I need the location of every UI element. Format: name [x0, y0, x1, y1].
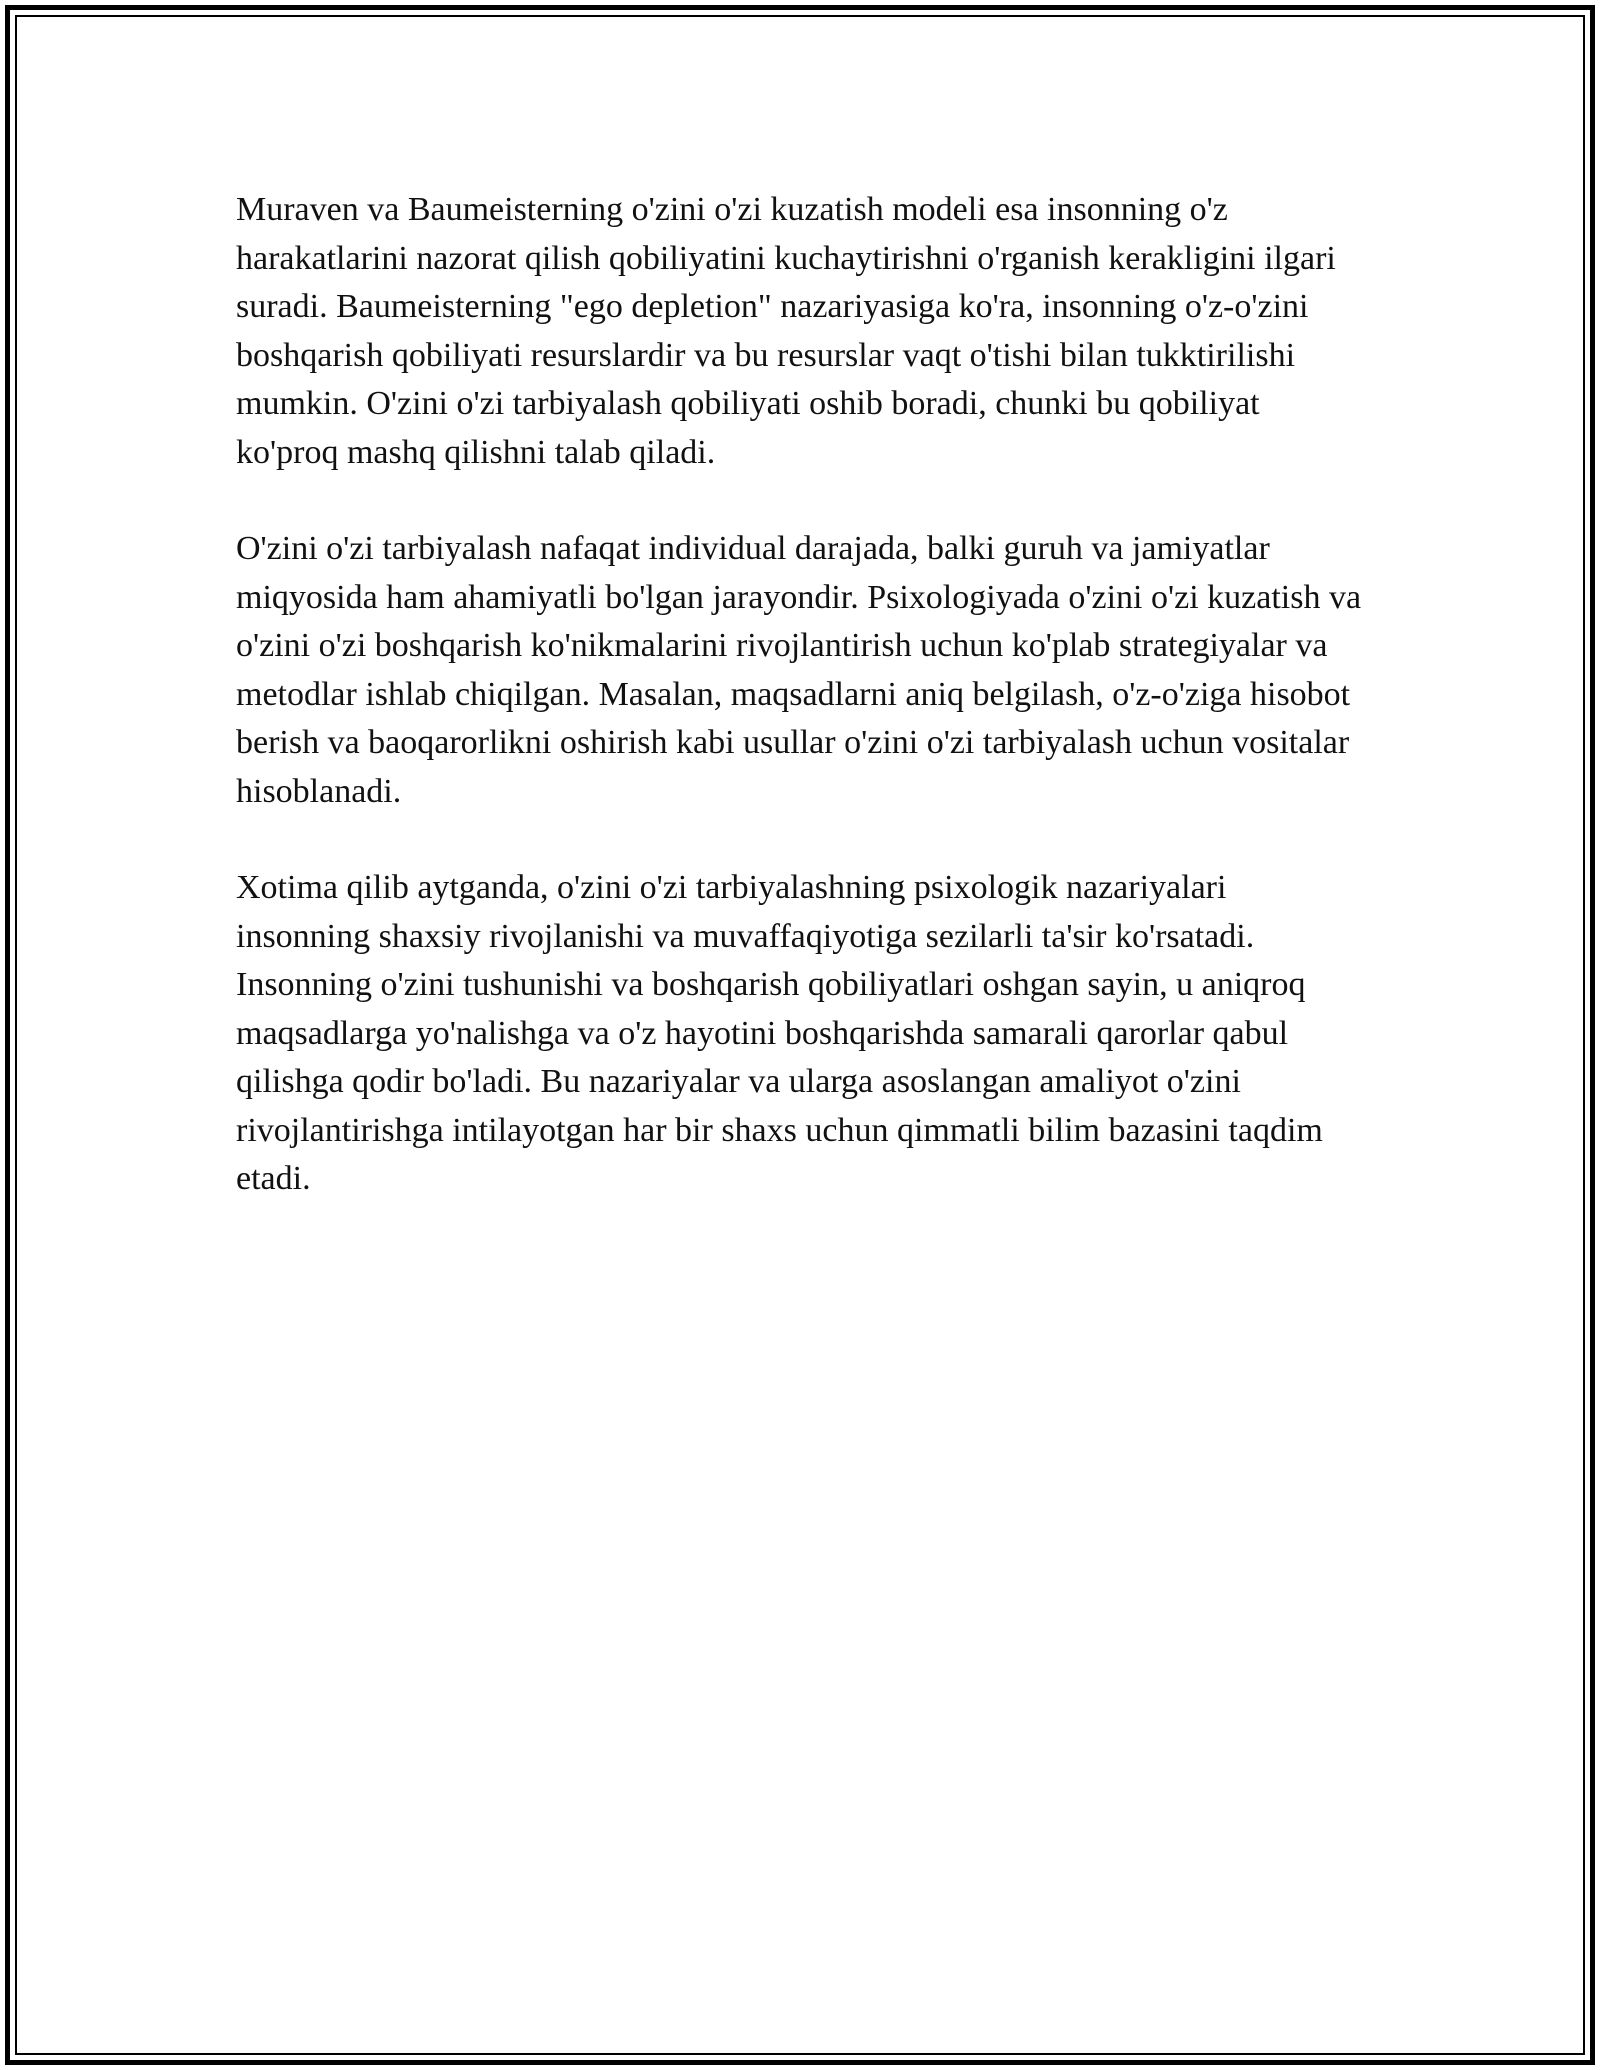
paragraph-2: O'zini o'zi tarbiyalash nafaqat individual darajada, balki guruh va jamiyatlar miqyosida ham ahamiyatli bo'lgan jarayondir. Psixologiyada o'zini o'zi kuzatish va o'zini o'zi boshqarish ko'nikmalarini rivojlantirish uchun ko'plab strategiyalar va metodlar ishlab chiqilgan. Masalan, maqsadlarni aniq belgilash, o'z-o'ziga hisobot berish va baoqarorlikni oshirish kabi usullar o'zini o'zi tarbiyalash uchun vositalar hisoblanadi. — [236, 530, 1362, 810]
document-body — [236, 186, 1366, 1204]
paragraph-1: Muraven va Baumeisterning o'zini o'zi kuzatish modeli esa insonning o'z harakatlarini nazorat qilish qobiliyatini kuchaytirishni o'rganish kerakligini ilgari suradi. Baumeisterning "ego depletion" nazariyasiga ko'ra, insonning o'z-o'zini boshqarish qobiliyati resurslardir va bu resurslar vaqt o'tishi bilan tukktirilishi mumkin. O'zini o'zi tarbiyalash qobiliyati oshib boradi, chunki bu qobiliyat ko'proq mashq qilishni talab qiladi. — [236, 191, 1336, 471]
paragraph-3: Xotima qilib aytganda, o'zini o'zi tarbiyalashning psixologik nazariyalari insonning shaxsiy rivojlanishi va muvaffaqiyotiga sezilarli ta'sir ko'rsatadi. Insonning o'zini tushunishi va boshqarish qobiliyatlari oshgan sayin, u aniqroq maqsadlarga yo'nalishga va o'z hayotini boshqarishda samarali qarorlar qabul qilishga qodir bo'ladi. Bu nazariyalar va ularga asoslangan amaliyot o'zini rivojlantirishga intilayotgan har bir shaxs uchun qimmatli bilim bazasini taqdim etadi. — [236, 869, 1323, 1197]
